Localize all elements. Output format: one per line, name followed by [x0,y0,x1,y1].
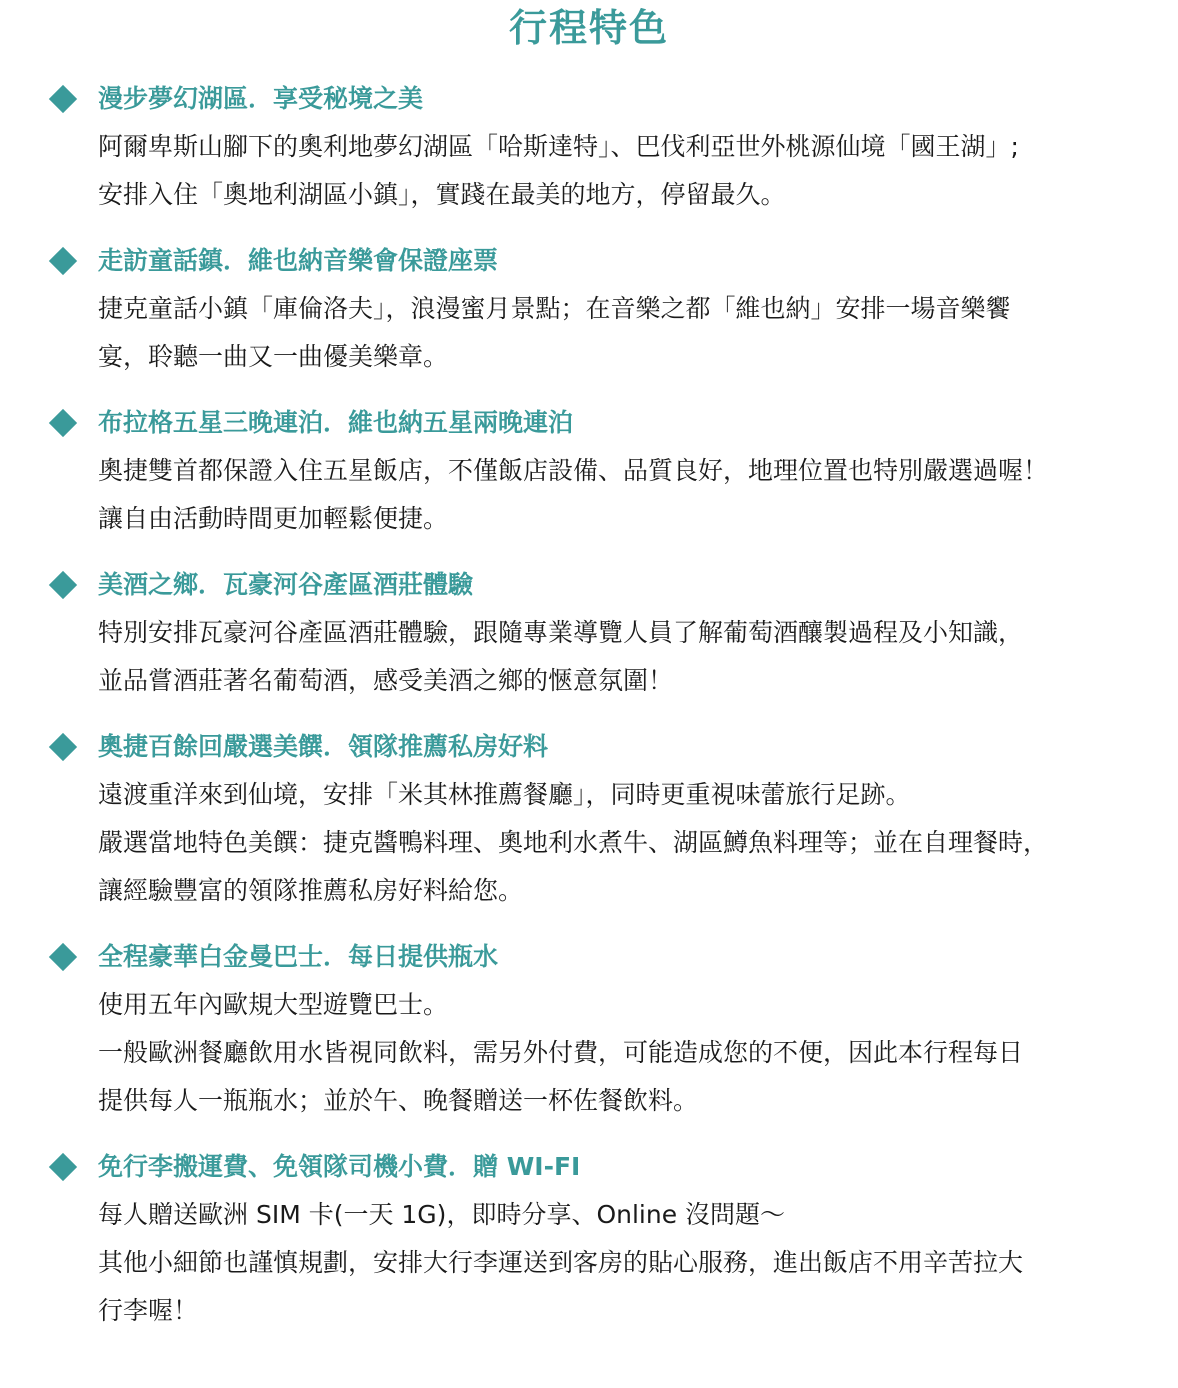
feature-text-line: 提供每人一瓶瓶水；並於午、晚餐贈送一杯佐餐飲料。 [98,1086,699,1115]
feature-heading: 免行李搬運費、免領隊司機小費．贈 WI-FI [98,1152,581,1181]
page-title: 行程特色 [508,6,669,50]
diamond-bullet-icon [49,85,77,113]
feature-text-line: 使用五年內歐規大型遊覽巴士。 [98,990,449,1019]
diamond-bullet-icon [49,1153,77,1181]
diamond-bullet-icon [49,733,77,761]
feature-text-line: 特別安排瓦豪河谷產區酒莊體驗，跟隨專業導覽人員了解葡萄酒釀製過程及小知識， [98,618,1024,647]
feature-text-line: 安排入住「奧地利湖區小鎮」，實踐在最美的地方，停留最久。 [98,180,786,209]
diamond-bullet-icon [49,247,77,275]
diamond-bullet-icon [49,571,77,599]
feature-heading: 奧捷百餘回嚴選美饌．領隊推薦私房好料 [98,732,549,761]
feature-text-line: 行李喔！ [98,1296,199,1325]
diamond-bullet-icon [49,409,77,437]
feature-heading: 布拉格五星三晚連泊．維也納五星兩晚連泊 [98,408,574,437]
feature-text-line: 讓經驗豐富的領隊推薦私房好料給您。 [98,876,524,905]
feature-text-line: 奧捷雙首都保證入住五星飯店，不僅飯店設備、品質良好，地理位置也特別嚴選過喔！ [98,456,1049,485]
feature-text-line: 嚴選當地特色美饌：捷克醬鴨料理、奧地利水煮牛、湖區鱒魚料理等；並在自理餐時， [98,828,1049,857]
feature-text-line: 捷克童話小鎮「庫倫洛夫」，浪漫蜜月景點；在音樂之都「維也納」安排一場音樂饗 [98,294,1011,323]
feature-text-line: 阿爾卑斯山腳下的奧利地夢幻湖區「哈斯達特」、巴伐利亞世外桃源仙境「國王湖」; [98,132,1019,161]
feature-text-line: 宴，聆聽一曲又一曲優美樂章。 [98,342,449,371]
feature-heading: 全程豪華白金曼巴士．每日提供瓶水 [98,942,499,971]
feature-heading: 美酒之鄉．瓦豪河谷產區酒莊體驗 [98,570,474,599]
feature-text-line: 讓自由活動時間更加輕鬆便捷。 [98,504,449,533]
feature-text-line: 並品嘗酒莊著名葡萄酒，感受美酒之鄉的愜意氛圍！ [98,666,674,695]
feature-text-line: 其他小細節也謹慎規劃，安排大行李運送到客房的貼心服務，進出飯店不用辛苦拉大 [98,1248,1024,1277]
feature-text-line: 一般歐洲餐廳飲用水皆視同飲料，需另外付費，可能造成您的不便，因此本行程每日 [98,1038,1024,1067]
feature-heading: 走訪童話鎮．維也納音樂會保證座票 [98,246,499,275]
diamond-bullet-icon [49,943,77,971]
feature-heading: 漫步夢幻湖區．享受秘境之美 [98,84,424,113]
feature-text-line: 每人贈送歐洲 SIM 卡(一天 1G)，即時分享、Online 沒問題～ [98,1200,786,1229]
feature-text-line: 遠渡重洋來到仙境，安排「米其林推薦餐廳」，同時更重視味蕾旅行足跡。 [98,780,911,809]
